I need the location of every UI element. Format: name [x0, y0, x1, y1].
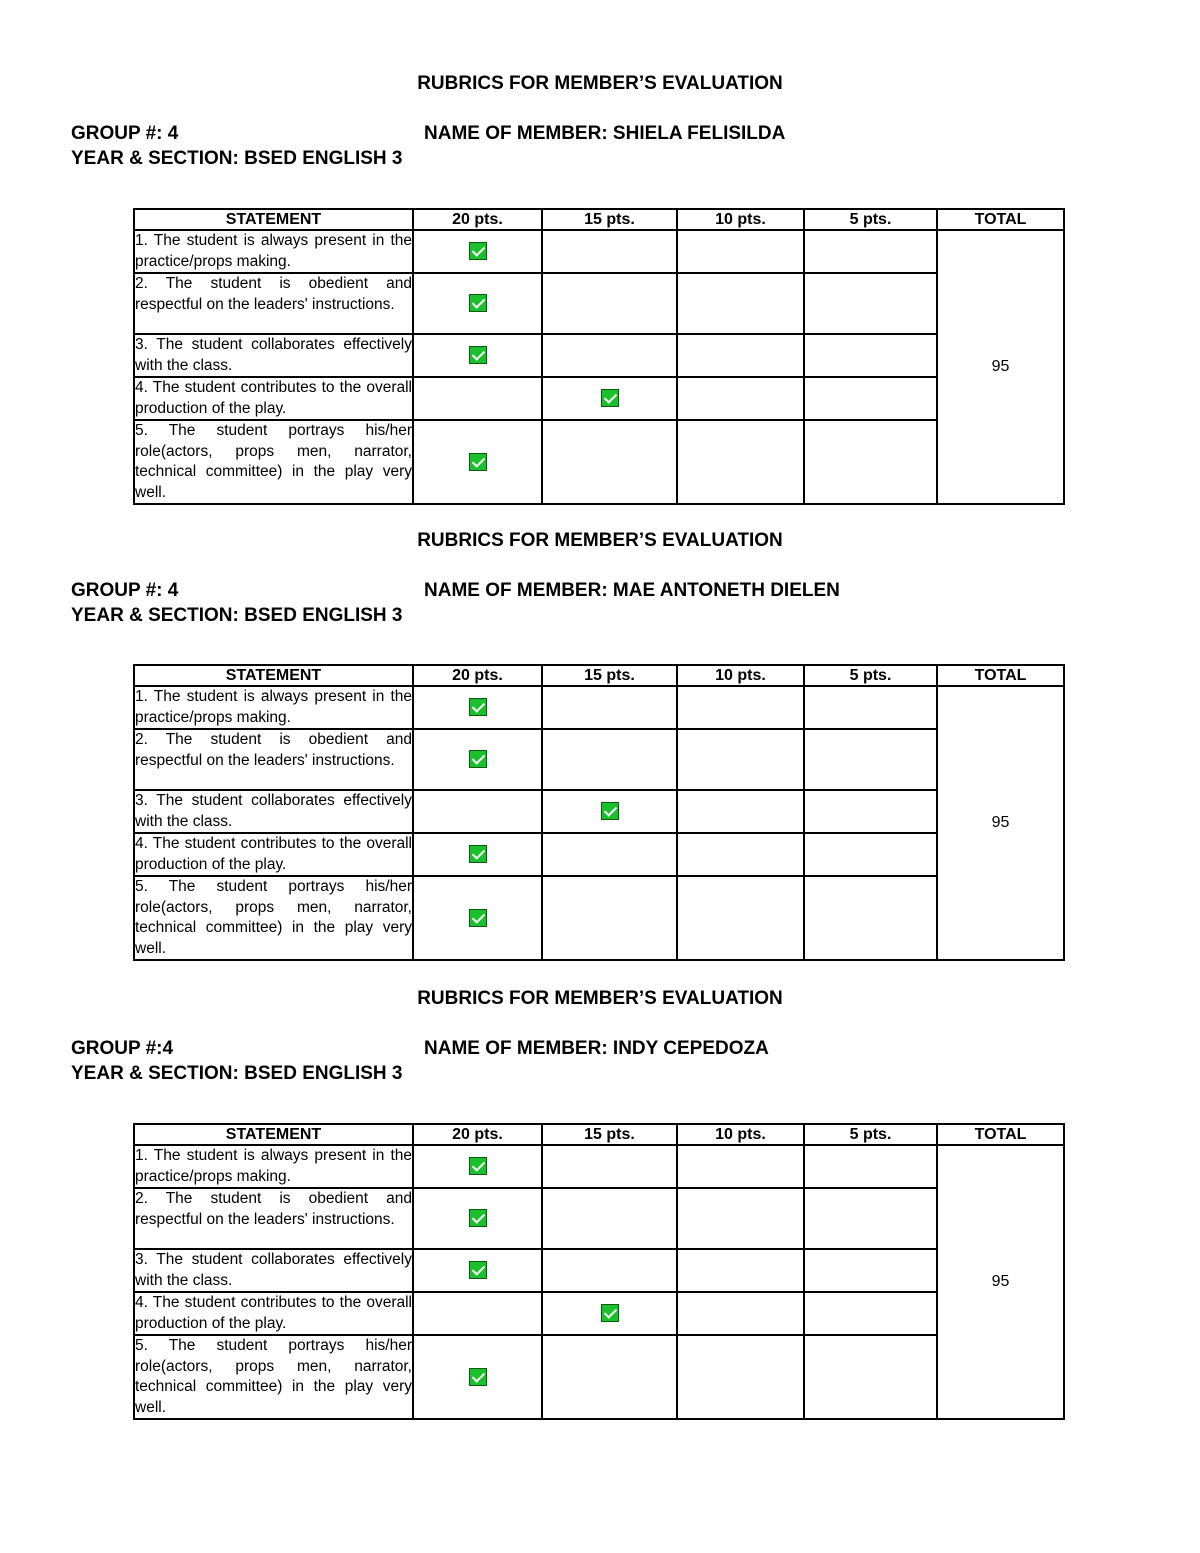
score-cell-15 — [542, 1249, 677, 1292]
score-cell-10 — [677, 876, 804, 960]
checkbox-checked-icon[interactable] — [469, 1157, 487, 1175]
score-cell-10 — [677, 686, 804, 729]
header-total: TOTAL — [937, 1124, 1064, 1145]
rubric-table — [133, 664, 1065, 961]
score-cell-15 — [542, 377, 677, 420]
checkbox-checked-icon[interactable] — [601, 389, 619, 407]
score-cell-5 — [804, 833, 937, 876]
statement-cell: 1. The student is always present in the practice/props making. — [134, 686, 413, 729]
checkbox-checked-icon[interactable] — [469, 453, 487, 471]
score-cell-15 — [542, 273, 677, 334]
score-cell-5 — [804, 1249, 937, 1292]
score-cell-10 — [677, 1335, 804, 1419]
member-name: NAME OF MEMBER: INDY CEPEDOZA — [424, 1038, 769, 1059]
statement-cell: 2. The student is obedient and respectful on the leaders' instructions. — [134, 273, 413, 334]
score-cell-5 — [804, 420, 937, 504]
checkbox-checked-icon[interactable] — [469, 346, 487, 364]
score-cell-15 — [542, 1188, 677, 1249]
header-5pts: 5 pts. — [804, 665, 937, 686]
statement-cell: 5. The student portrays his/her role(actors, props men, narrator, technical committee) in the play very well. — [134, 876, 413, 960]
table-row — [134, 1145, 1064, 1188]
checkbox-checked-icon[interactable] — [601, 1304, 619, 1322]
header-statement: STATEMENT — [134, 1124, 413, 1145]
table-row — [134, 833, 1064, 876]
table-row — [134, 686, 1064, 729]
score-cell-15 — [542, 420, 677, 504]
header-10pts: 10 pts. — [677, 665, 804, 686]
score-cell-20 — [413, 833, 542, 876]
statement-cell: 1. The student is always present in the practice/props making. — [134, 230, 413, 273]
table-row — [134, 790, 1064, 833]
score-cell-20 — [413, 1292, 542, 1335]
table-row — [134, 377, 1064, 420]
score-cell-5 — [804, 790, 937, 833]
score-cell-5 — [804, 1292, 937, 1335]
score-cell-20 — [413, 1188, 542, 1249]
rubric-table — [133, 208, 1065, 505]
checkbox-checked-icon[interactable] — [469, 909, 487, 927]
header-10pts: 10 pts. — [677, 209, 804, 230]
score-cell-10 — [677, 273, 804, 334]
table-row — [134, 1249, 1064, 1292]
score-cell-5 — [804, 230, 937, 273]
total-cell: 95 — [937, 230, 1064, 504]
score-cell-10 — [677, 334, 804, 377]
score-cell-15 — [542, 1335, 677, 1419]
total-cell: 95 — [937, 686, 1064, 960]
score-cell-10 — [677, 833, 804, 876]
section-title: RUBRICS FOR MEMBER’S EVALUATION — [417, 988, 783, 1009]
score-cell-20 — [413, 1145, 542, 1188]
score-cell-5 — [804, 334, 937, 377]
table-row — [134, 1292, 1064, 1335]
score-cell-20 — [413, 790, 542, 833]
score-cell-15 — [542, 790, 677, 833]
group-number: GROUP #: 4 — [71, 580, 179, 601]
year-section: YEAR & SECTION: BSED ENGLISH 3 — [71, 605, 403, 626]
header-15pts: 15 pts. — [542, 1124, 677, 1145]
score-cell-20 — [413, 876, 542, 960]
table-row — [134, 273, 1064, 334]
header-15pts: 15 pts. — [542, 209, 677, 230]
checkbox-checked-icon[interactable] — [469, 1209, 487, 1227]
group-number: GROUP #:4 — [71, 1038, 174, 1059]
table-row — [134, 230, 1064, 273]
statement-cell: 4. The student contributes to the overall production of the play. — [134, 1292, 413, 1335]
score-cell-20 — [413, 729, 542, 790]
score-cell-20 — [413, 230, 542, 273]
statement-cell: 2. The student is obedient and respectful on the leaders' instructions. — [134, 1188, 413, 1249]
header-total: TOTAL — [937, 665, 1064, 686]
table-row — [134, 1188, 1064, 1249]
statement-cell: 4. The student contributes to the overall production of the play. — [134, 833, 413, 876]
member-name: NAME OF MEMBER: SHIELA FELISILDA — [424, 123, 786, 144]
score-cell-10 — [677, 1145, 804, 1188]
section-title: RUBRICS FOR MEMBER’S EVALUATION — [417, 530, 783, 551]
statement-cell: 3. The student collaborates effectively with the class. — [134, 1249, 413, 1292]
score-cell-20 — [413, 273, 542, 334]
table-row — [134, 334, 1064, 377]
score-cell-20 — [413, 334, 542, 377]
header-20pts: 20 pts. — [413, 209, 542, 230]
header-20pts: 20 pts. — [413, 1124, 542, 1145]
score-cell-15 — [542, 334, 677, 377]
header-5pts: 5 pts. — [804, 1124, 937, 1145]
checkbox-checked-icon[interactable] — [469, 845, 487, 863]
score-cell-5 — [804, 686, 937, 729]
statement-cell: 3. The student collaborates effectively with the class. — [134, 790, 413, 833]
score-cell-10 — [677, 1188, 804, 1249]
total-cell: 95 — [937, 1145, 1064, 1419]
checkbox-checked-icon[interactable] — [469, 242, 487, 260]
statement-cell: 3. The student collaborates effectively with the class. — [134, 334, 413, 377]
checkbox-checked-icon[interactable] — [469, 1368, 487, 1386]
score-cell-10 — [677, 790, 804, 833]
header-10pts: 10 pts. — [677, 1124, 804, 1145]
score-cell-15 — [542, 1292, 677, 1335]
score-cell-10 — [677, 1249, 804, 1292]
year-section: YEAR & SECTION: BSED ENGLISH 3 — [71, 1063, 403, 1084]
score-cell-10 — [677, 230, 804, 273]
checkbox-checked-icon[interactable] — [469, 1261, 487, 1279]
score-cell-20 — [413, 1335, 542, 1419]
score-cell-5 — [804, 273, 937, 334]
checkbox-checked-icon[interactable] — [601, 802, 619, 820]
score-cell-20 — [413, 686, 542, 729]
checkbox-checked-icon[interactable] — [469, 750, 487, 768]
score-cell-5 — [804, 377, 937, 420]
header-20pts: 20 pts. — [413, 665, 542, 686]
header-total: TOTAL — [937, 209, 1064, 230]
score-cell-20 — [413, 377, 542, 420]
year-section: YEAR & SECTION: BSED ENGLISH 3 — [71, 148, 403, 169]
table-row — [134, 876, 1064, 960]
score-cell-10 — [677, 1292, 804, 1335]
score-cell-5 — [804, 876, 937, 960]
member-name: NAME OF MEMBER: MAE ANTONETH DIELEN — [424, 580, 840, 601]
score-cell-20 — [413, 1249, 542, 1292]
score-cell-10 — [677, 377, 804, 420]
score-cell-15 — [542, 833, 677, 876]
statement-cell: 4. The student contributes to the overall production of the play. — [134, 377, 413, 420]
section-title: RUBRICS FOR MEMBER’S EVALUATION — [417, 73, 783, 94]
checkbox-checked-icon[interactable] — [469, 294, 487, 312]
group-number: GROUP #: 4 — [71, 123, 179, 144]
statement-cell: 5. The student portrays his/her role(actors, props men, narrator, technical committee) in the play very well. — [134, 1335, 413, 1419]
table-row — [134, 729, 1064, 790]
score-cell-5 — [804, 729, 937, 790]
score-cell-15 — [542, 729, 677, 790]
header-statement: STATEMENT — [134, 209, 413, 230]
header-5pts: 5 pts. — [804, 209, 937, 230]
score-cell-5 — [804, 1188, 937, 1249]
checkbox-checked-icon[interactable] — [469, 698, 487, 716]
score-cell-10 — [677, 729, 804, 790]
statement-cell: 5. The student portrays his/her role(actors, props men, narrator, technical committee) in the play very well. — [134, 420, 413, 504]
header-statement: STATEMENT — [134, 665, 413, 686]
score-cell-15 — [542, 1145, 677, 1188]
score-cell-20 — [413, 420, 542, 504]
table-row — [134, 1335, 1064, 1419]
score-cell-5 — [804, 1335, 937, 1419]
rubric-table — [133, 1123, 1065, 1420]
statement-cell: 2. The student is obedient and respectful on the leaders' instructions. — [134, 729, 413, 790]
score-cell-5 — [804, 1145, 937, 1188]
score-cell-15 — [542, 876, 677, 960]
table-row — [134, 420, 1064, 504]
score-cell-15 — [542, 686, 677, 729]
score-cell-15 — [542, 230, 677, 273]
statement-cell: 1. The student is always present in the practice/props making. — [134, 1145, 413, 1188]
score-cell-10 — [677, 420, 804, 504]
header-15pts: 15 pts. — [542, 665, 677, 686]
